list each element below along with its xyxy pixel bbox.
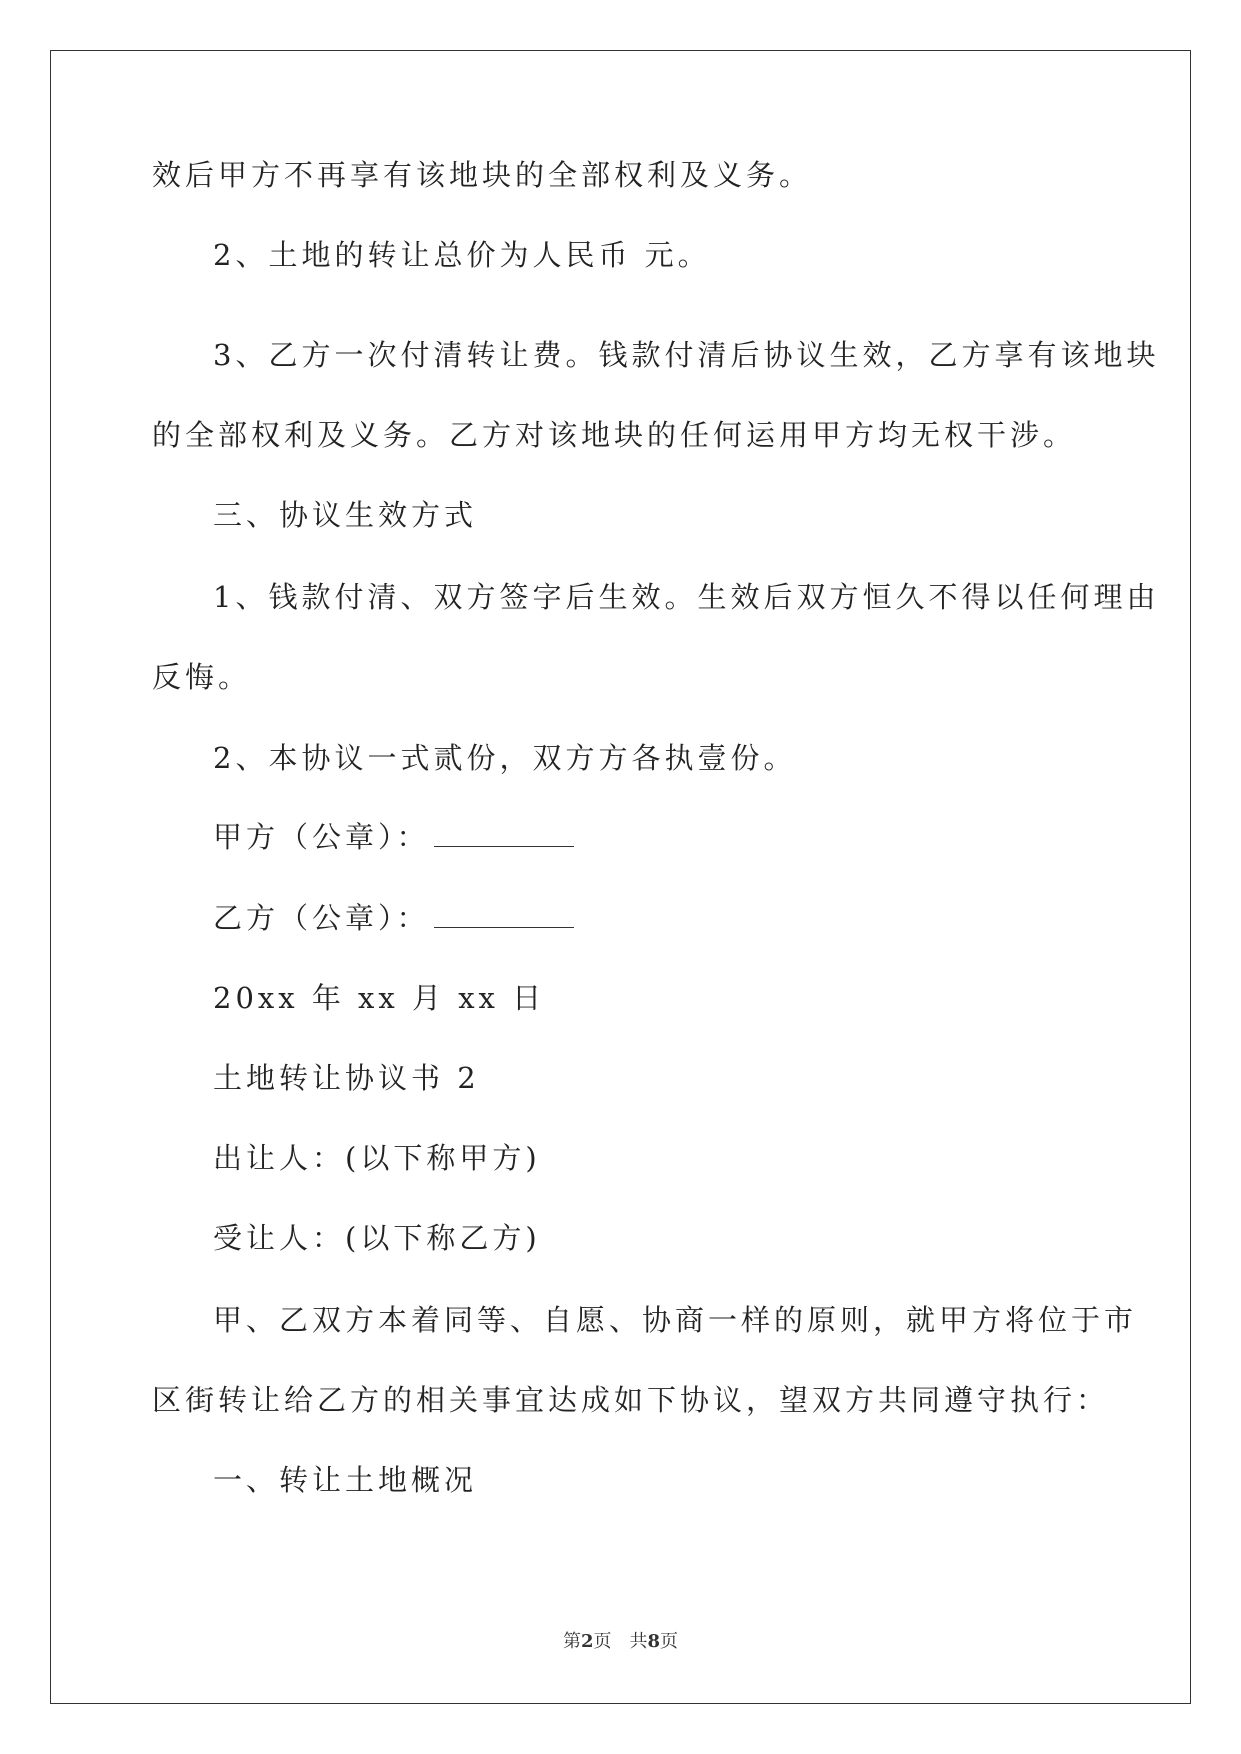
footer-mid: 页 共 — [593, 1631, 648, 1652]
section-heading: 三、协议生效方式 — [213, 498, 478, 532]
paragraph-line: 区街转让给乙方的相关事宜达成如下协议，望双方共同遵守执行： — [152, 1383, 1110, 1417]
date-line: 20xx 年 xx 月 xx 日 — [213, 981, 546, 1015]
paragraph-line: 的全部权利及义务。乙方对该地块的任何运用甲方均无权干涉。 — [152, 418, 1077, 452]
paragraph-line: 甲、乙双方本着同等、自愿、协商一样的原则，就甲方将位于市 — [213, 1303, 1138, 1337]
paragraph-line: 2、土地的转让总价为人民币 元。 — [213, 238, 711, 272]
party-a-signature-blank — [434, 820, 574, 847]
transferee-line: 受让人：(以下称乙方) — [213, 1221, 541, 1255]
party-a-seal-line — [213, 817, 574, 857]
paragraph-line: 反悔。 — [152, 660, 252, 694]
footer-suffix: 页 — [660, 1631, 679, 1652]
paragraph-line: 效后甲方不再享有该地块的全部权利及义务。 — [152, 158, 813, 192]
section-heading: 一、转让土地概况 — [213, 1463, 478, 1497]
party-a-seal-label: 甲方（公章）： — [213, 820, 430, 854]
party-b-seal-line — [213, 898, 574, 938]
footer-current-page: 2 — [580, 1631, 594, 1652]
paragraph-line: 2、本协议一式贰份，双方方各执壹份。 — [213, 741, 797, 775]
paragraph-line: 3、乙方一次付清转让费。钱款付清后协议生效，乙方享有该地块 — [213, 338, 1160, 372]
page-border — [50, 50, 1191, 1704]
party-b-seal-label: 乙方（公章）： — [213, 901, 430, 935]
footer-total-pages: 8 — [647, 1631, 661, 1652]
page-footer — [0, 1630, 1241, 1654]
transferor-line: 出让人：(以下称甲方) — [213, 1141, 541, 1175]
paragraph-line: 1、钱款付清、双方签字后生效。生效后双方恒久不得以任何理由 — [213, 580, 1160, 614]
party-b-signature-blank — [434, 901, 574, 928]
footer-prefix: 第 — [562, 1631, 581, 1652]
document-title: 土地转让协议书 2 — [213, 1061, 480, 1095]
